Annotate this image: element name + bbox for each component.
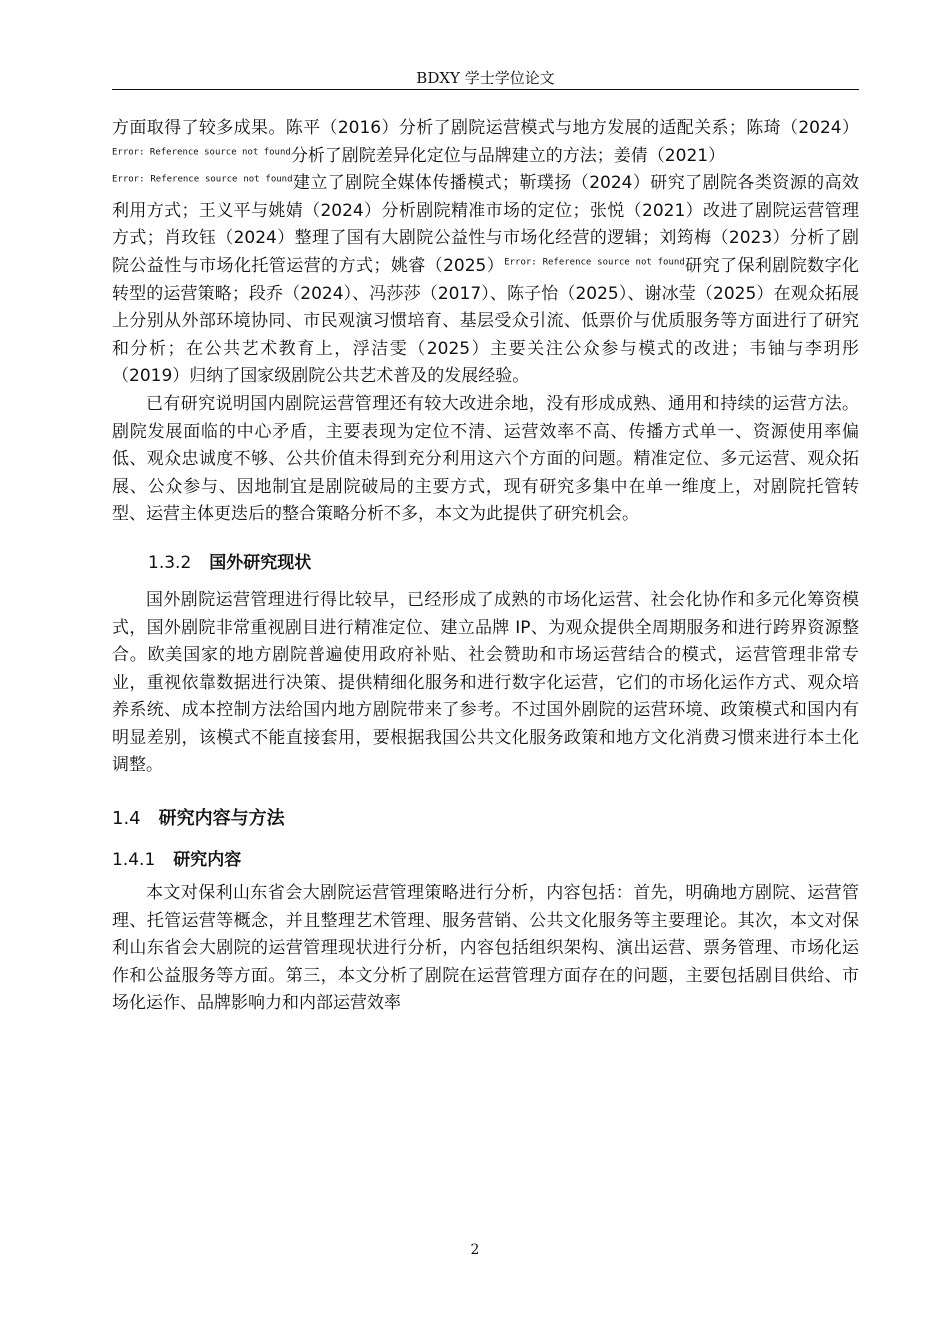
paragraph-research-content: 本文对保利山东省会大剧院运营管理策略进行分析，内容包括：首先，明确地方剧院、运营管理、托管运营等概念，并且整理艺术管理、服务营销、公共文化服务等主要理论。其次，本文对保利山东省会大剧院的运营管理现状进行分析，内容包括组织架构、演出运营、票务管理、市场化运作和公益服务等方面。第三，本文分析了剧院在运营管理方面存在的问题，主要包括剧目供给、市场化运作、品牌影响力和内部运营效率 [112, 883, 859, 1014]
heading-text: 国外研究现状 [209, 552, 312, 573]
running-header: BDXY 学士学位论文 [416, 69, 555, 87]
page-body [112, 115, 859, 1018]
reference-error: Error: Reference source not found [504, 257, 685, 268]
reference-error: Error: Reference source not found [112, 174, 293, 185]
heading-1-4-1 [112, 846, 859, 874]
reference-error: Error: Reference source not found [112, 146, 291, 157]
heading-text: 研究内容 [173, 850, 242, 871]
paragraph-text: 分析了剧院差异化定位与品牌建立的方法；姜倩（2021） [290, 145, 726, 166]
paragraph-text: 方面取得了较多成果。陈平（2016）分析了剧院运营模式与地方发展的适配关系；陈琦（2024） [112, 118, 859, 138]
heading-number: 1.3.2 [148, 552, 192, 573]
page-number: 2 [470, 1242, 480, 1258]
paragraph-foreign-research: 国外剧院运营管理进行得比较早，已经形成了成熟的市场化运营、社会化协作和多元化筹资模式，国外剧院非常重视剧目进行精准定位、建立品牌 IP、为观众提供全周期服务和进行跨界资源整合。欧美国家的地方剧院普遍使用政府补贴、社会赞助和市场运营结合的模式，运营管理非常专业，重视依靠数据进行决策、提供精细化服务和进行数字化运营，它们的市场化运作方式、观众培养系统、成本控制方法给国内地方剧院带来了参考。不过国外剧院的运营环境、政策模式和国内有明显差别，该模式不能直接套用，要根据我国公共文化服务政策和地方文化消费习惯来进行本土化调整。 [112, 589, 859, 776]
heading-number: 1.4.1 [112, 850, 156, 871]
paragraph-text: 研究了保利剧院数字化转型的运营策略；段乔（2024）、冯莎莎（2017）、陈子怡（2025）、谢冰莹（2025）在观众拓展上分别从外部环境协同、市民观演习惯培育、基层受众引流、低票价与优质服务等方面进行了研究和分析；在公共艺术教育上，浮洁雯（2025）主要关注公众参与模式的改进；韦铀与李玥彤（2019）归纳了国家级剧院公共艺术普及的发展经验。 [112, 255, 859, 387]
header-rule [112, 89, 859, 90]
paragraph-literature-review [112, 115, 859, 391]
heading-1-4 [112, 804, 859, 834]
heading-1-3-2 [112, 549, 859, 577]
heading-text: 研究内容与方法 [158, 808, 285, 830]
paragraph-text: 建立了剧院全媒体传播模式；靳璞扬（2024）研究了剧院各类资源的高效利用方式；王义平与姚婧（2024）分析剧院精准市场的定位；张悦（2021）改进了剧院运营管理方式；肖玫钰（2024）整理了国有大剧院公益性与市场化经营的逻辑；刘筠梅（2023）分析了剧院公益性与市场化托管运营的方式；姚睿（2025） [112, 173, 859, 276]
heading-number: 1.4 [112, 808, 141, 830]
paragraph-domestic-summary: 已有研究说明国内剧院运营管理还有较大改进余地，没有形成成熟、通用和持续的运营方法。剧院发展面临的中心矛盾，主要表现为定位不清、运营效率不高、传播方式单一、资源使用率偏低、观众忠诚度不够、公共价值未得到充分利用这六个方面的问题。精准定位、多元运营、观众拓展、公众参与、因地制宜是剧院破局的主要方式，现有研究多集中在单一维度上，对剧院托管转型、运营主体更迭后的整合策略分析不多，本文为此提供了研究机会。 [112, 393, 859, 525]
